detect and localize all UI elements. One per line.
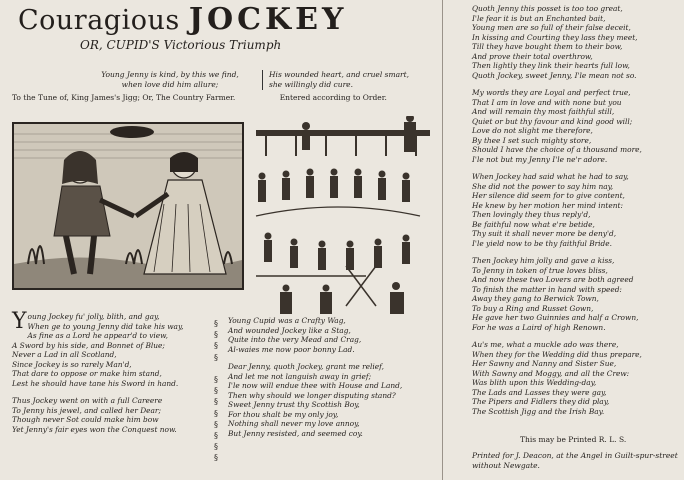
verse-line: For thou shalt be my only joy, bbox=[228, 409, 339, 419]
verse-line: Al-waies me now poor bonny Lad. bbox=[228, 344, 355, 354]
verse-line: The Scottish Jigg and the Irish Bay. bbox=[472, 406, 605, 416]
verse-line: And wounded Jockey like a Stag, bbox=[228, 325, 351, 335]
verse-line: The Pipers and Fidlers they did play, bbox=[472, 397, 610, 406]
verse-line: Quite into the very Mead and Crag, bbox=[228, 335, 362, 344]
verse-line: Yet Jenny's fair eyes won the Conquest now. bbox=[12, 424, 177, 434]
verse-line: Never a Lad in all Scotland, bbox=[12, 350, 117, 359]
verse-line: I'le fear it is but an Enchanted bait, bbox=[472, 13, 606, 23]
verse-line: Then lightly they link their hearts full low, bbox=[472, 61, 630, 70]
argument-line: she willingly did cure. bbox=[269, 80, 353, 89]
argument-line: when love did him allure; bbox=[121, 80, 219, 89]
verse-line: To buy a Ring and Russet Gown, bbox=[472, 303, 594, 313]
woodcut-couple-image bbox=[14, 124, 242, 288]
verse-line: With Sawny and Moggy, and all the Crew: bbox=[472, 368, 630, 378]
verse-line: When Jockey had said what he had to say, bbox=[472, 172, 629, 181]
verse-line: Her silence did seem for to give content, bbox=[472, 191, 625, 200]
woodcut-dance-image bbox=[246, 116, 430, 316]
verse-line: And prove their total overthrow, bbox=[472, 51, 593, 61]
title-part-2: JOCKEY bbox=[188, 2, 348, 37]
verse-line: Lest he should have tane his Sword in hand. bbox=[12, 378, 179, 388]
verse-line: I'le not but my Jenny I'le ne'r adore. bbox=[472, 154, 608, 164]
verse-line: Nothing shall never my love annoy, bbox=[228, 419, 360, 428]
verse-line: To finish the matter in hand with speed: bbox=[472, 284, 622, 294]
verse-line: Quiet or but thy favour and kind good will; bbox=[472, 116, 633, 126]
verse-line: That I am in love and with none but you bbox=[472, 97, 622, 107]
verse-line: Young men are so full of their false deceit, bbox=[472, 23, 631, 32]
verse-line: Thus Jockey went on with a full Careere bbox=[12, 396, 163, 405]
verse-line: My words they are Loyal and perfect true, bbox=[472, 88, 631, 97]
ballad-subtitle: OR, CUPID'S Victorious Triumph bbox=[80, 38, 282, 52]
column-3-stanzas bbox=[472, 4, 678, 416]
verse-line: Au's me, what a muckle ado was there, bbox=[472, 340, 619, 349]
column-2-stanzas bbox=[228, 316, 424, 438]
verse-line: When ge to young Jenny did take his way, bbox=[27, 321, 184, 331]
column-divider bbox=[442, 0, 443, 480]
verse-line: A Sword by his side, and Bonnet of Blue; bbox=[12, 340, 165, 350]
verse-line: Till they have bought them to their bow, bbox=[472, 42, 623, 51]
argument-line: Young Jenny is kind, by this we find, bbox=[101, 70, 239, 79]
verse-line: Thy suit it shall never more be deny'd, bbox=[472, 229, 617, 238]
verse-line: Quoth Jenny this posset is too too great, bbox=[472, 4, 623, 13]
verse-line: oung Jockey fu' jolly, blith, and gay, bbox=[27, 312, 160, 321]
verse-line: But Jenny resisted, and seemed coy. bbox=[228, 428, 363, 438]
verse-line: She did not the power to say him nay, bbox=[472, 181, 614, 191]
verse-line: Should I have the choice of a thousand more, bbox=[472, 145, 642, 154]
woodcut-dance-illustration bbox=[246, 116, 430, 316]
verse-line: When they for the Wedding did thus prepare, bbox=[472, 349, 642, 359]
argument-verse-left bbox=[80, 70, 260, 90]
verse-line: And now these two Lovers are both agreed bbox=[472, 275, 634, 284]
verse-line: For he was a Laird of high Renown. bbox=[472, 322, 606, 332]
tune-line bbox=[12, 93, 387, 102]
verse-line: Be faithful now what e're betide, bbox=[472, 219, 595, 229]
verse-line: Since Jockey is so rarely Man'd, bbox=[12, 359, 132, 369]
verse-line: Then why should we longer disputing stand? bbox=[228, 390, 396, 400]
verse-line: In kissing and Courting they lass they meet, bbox=[472, 32, 638, 42]
woodcut-couple-illustration bbox=[12, 122, 244, 290]
verse-line: Her Sawny and Nanny and Sister Sue, bbox=[472, 359, 617, 368]
drop-cap-letter: Y bbox=[12, 309, 27, 334]
verse-line: Though never Sot could make him bow bbox=[12, 415, 159, 424]
verse-line: I'le now will endue thee with House and Land, bbox=[228, 381, 403, 390]
entered-text: Entered according to Order. bbox=[279, 93, 387, 102]
imprint-line: Printed for J. Deacon, at the Angel in Guilt-spur-street without Newgate. bbox=[472, 451, 678, 470]
verse-line: Quoth Jockey, sweet Jenny, I'le mean not so. bbox=[472, 70, 637, 80]
verse-line: Away they gang to Berwick Town, bbox=[472, 294, 599, 303]
argument-verse-right bbox=[262, 70, 429, 90]
ballad-title bbox=[18, 2, 347, 37]
licence-line: This may be Printed R. L. S. bbox=[520, 435, 627, 444]
verse-line: Young Cupid was a Crafty Wag, bbox=[228, 316, 346, 325]
verse-line: He knew by her motion her mind intent: bbox=[472, 200, 623, 210]
chorus-markers: § § § § § § § § § § § § bbox=[214, 319, 218, 463]
verse-line: Then lovingly they thus reply'd, bbox=[472, 210, 591, 219]
argument-line: His wounded heart, and cruel smart, bbox=[269, 70, 410, 79]
tune-text: To the Tune of, King James's Jigg; Or, The Country Farmer. bbox=[12, 93, 236, 102]
verse-line: To Jenny his jewel, and called her Dear; bbox=[12, 405, 161, 415]
verse-line: Dear Jenny, quoth Jockey, grant me relief, bbox=[228, 362, 384, 371]
column-1-stanzas bbox=[12, 309, 212, 434]
title-part-1: Couragious bbox=[18, 5, 180, 36]
verse-line: Sweet Jenny trust thy Scottish Boy, bbox=[228, 400, 360, 409]
verse-line: I'le yield now to be thy faithful Bride. bbox=[472, 238, 612, 248]
verse-line: And will remain thy most faithful still, bbox=[472, 107, 615, 116]
verse-line: That dare to oppose or make him stand, bbox=[12, 369, 162, 378]
verse-line: As fine as a Lord he appear'd to view, bbox=[27, 331, 168, 340]
verse-line: He gave her two Guinnies and half a Crown, bbox=[472, 313, 639, 322]
verse-line: Was blith upon this Wedding-day, bbox=[472, 378, 597, 387]
verse-line: And let me not languish away in grief; bbox=[228, 371, 372, 381]
verse-line: The Lads and Lasses they were gay, bbox=[472, 387, 607, 397]
verse-line: Love do not slight me therefore, bbox=[472, 126, 593, 135]
verse-line: Then Jockey him jolly and gave a kiss, bbox=[472, 256, 615, 265]
verse-line: By thee I set such mighty store, bbox=[472, 135, 592, 145]
verse-line: To Jenny in token of true loves bliss, bbox=[472, 265, 608, 275]
